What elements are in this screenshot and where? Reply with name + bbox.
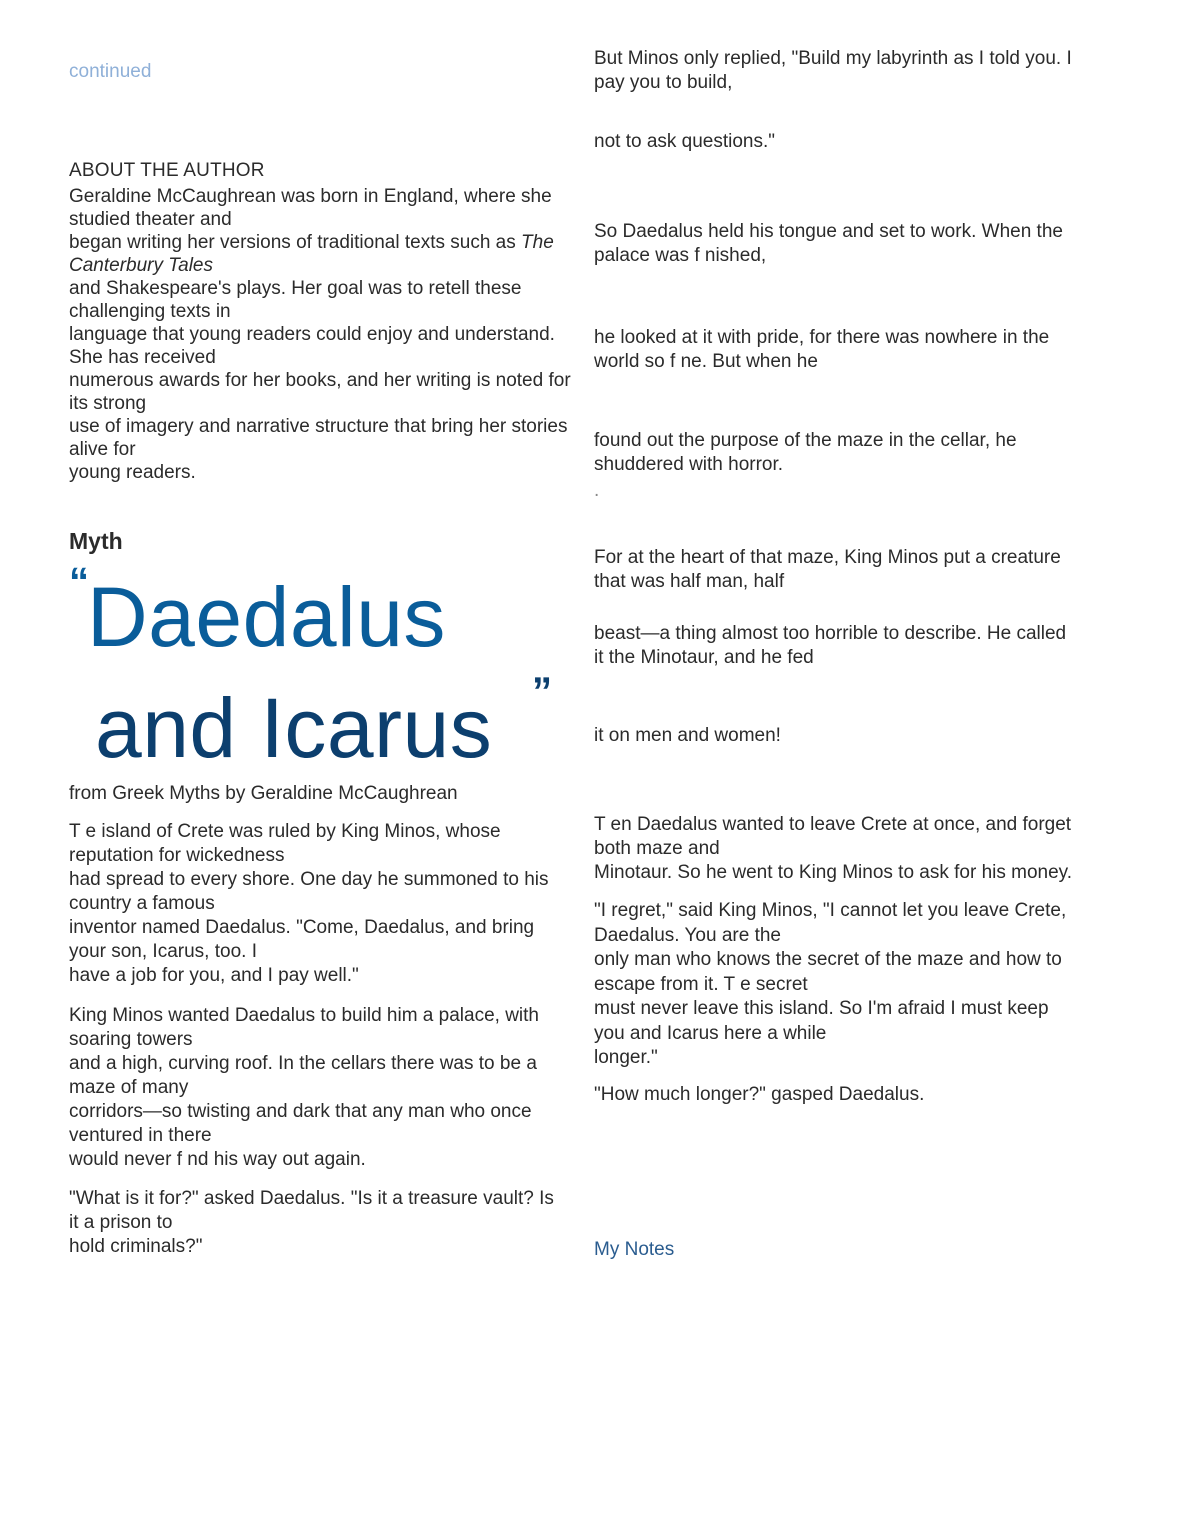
- right-paragraph-10: "I regret," said King Minos, "I cannot let you leave Crete, Daedalus. You are the only man who knows the secret of the maze and how to escape from it. T e secret must never leave this island. So I'm afraid I must keep you and Icarus here a while longer.": [594, 900, 1067, 1068]
- title-close-quote: ”: [532, 670, 552, 714]
- continued-label: continued: [69, 61, 152, 82]
- right-paragraph-2: not to ask questions.": [594, 131, 776, 152]
- right-paragraph-7: beast—a thing almost too horrible to describe. He called it the Minotaur, and he fed: [594, 623, 1067, 668]
- right-paragraph-9: T en Daedalus wanted to leave Crete at once, and forget both maze and Minotaur. So he went to King Minos to ask for his money.: [594, 814, 1073, 883]
- right-paragraph-6: For at the heart of that maze, King Minos put a creature that was half man, half: [594, 547, 1061, 592]
- source-line: from Greek Myths by Geraldine McCaughrean: [69, 783, 458, 804]
- genre-label: Myth: [69, 528, 123, 554]
- right-paragraph-8: it on men and women!: [594, 725, 781, 746]
- title-line-2: and Icarus: [95, 681, 493, 775]
- right-paragraph-11: "How much longer?" gasped Daedalus.: [594, 1084, 925, 1105]
- title-line-1: Daedalus: [87, 570, 446, 664]
- right-paragraph-1: But Minos only replied, "Build my labyrinth as I told you. I pay you to build,: [594, 48, 1072, 93]
- right-paragraph-3: So Daedalus held his tongue and set to work. When the palace was f nished,: [594, 221, 1063, 266]
- about-author-text: Geraldine McCaughrean was born in England, where she studied theater and began writing her versions of traditional texts such as The Canterbury Tales and Shakespeare's plays. Her goal was to retell these challenging texts in language that young readers could enjoy and understand. She has received numerous awards for her books, and her writing is noted for its strong use of imagery and narrative structure that bring her stories alive for young readers.: [69, 186, 571, 483]
- my-notes-heading: My Notes: [594, 1239, 675, 1260]
- right-paragraph-4: he looked at it with pride, for there was nowhere in the world so f ne. But when he: [594, 327, 1050, 372]
- paragraph-1: T e island of Crete was ruled by King Minos, whose reputation for wickedness had spread to every shore. One day he summoned to his country a famous inventor named Daedalus. "Come, Daedalus, and bring your son, Icarus, too. I have a job for you, and I pay well.": [69, 821, 549, 986]
- paragraph-3: "What is it for?" asked Daedalus. "Is it a treasure vault? Is it a prison to hold criminals?": [69, 1188, 554, 1257]
- title-open-quote: “: [69, 560, 89, 604]
- paragraph-2: King Minos wanted Daedalus to build him a palace, with soaring towers and a high, curving roof. In the cellars there was to be a maze of many corridors—so twisting and dark that any man who once ventured in there would never f nd his way out again.: [69, 1005, 539, 1170]
- right-paragraph-5: found out the purpose of the maze in the cellar, he shuddered with horror.: [594, 430, 1017, 475]
- about-author-heading: ABOUT THE AUTHOR: [69, 160, 265, 181]
- stray-mark: .: [594, 480, 600, 501]
